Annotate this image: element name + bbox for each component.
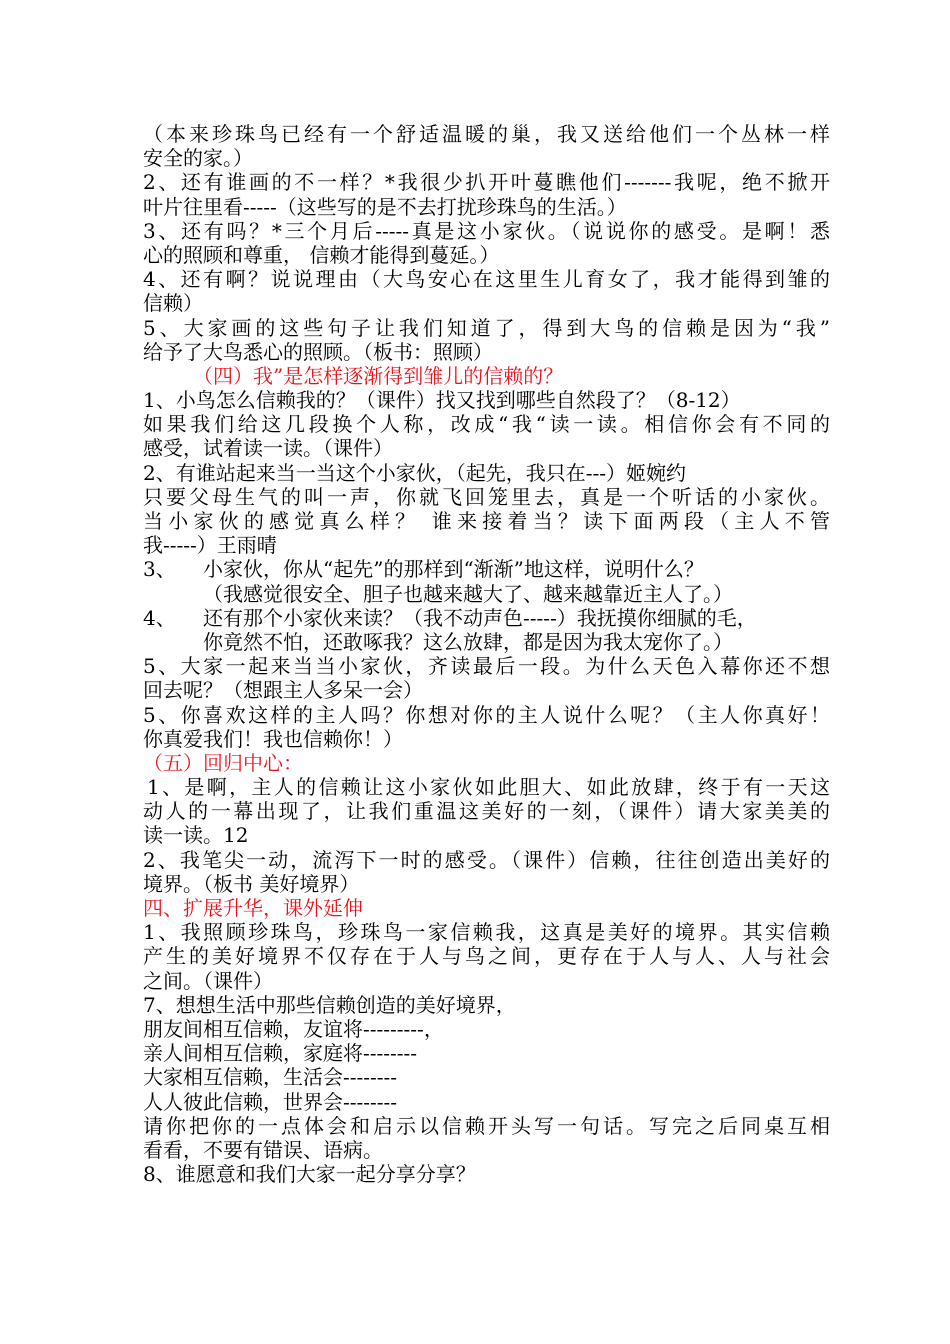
item-text: 还有那个小家伙来读？（我不动声色-----）我抚摸你细腻的毛， bbox=[203, 605, 757, 630]
text-line: 1、是啊，主人的信赖让这小家伙如此胆大、如此放肆，终于有一天这 bbox=[147, 775, 830, 800]
text-line: 安全的家。） bbox=[143, 146, 253, 171]
text-line: 之间。（课件） bbox=[143, 968, 273, 993]
text-line: 2、有谁站起来当一当这个小家伙，（起先，我只在---）姬婉约 bbox=[143, 460, 686, 485]
text-line: 3、还有吗？*三个月后-----真是这小家伙。（说说你的感受。是啊！悉 bbox=[143, 218, 830, 243]
item-text: 小家伙，你从“起先”的那样到“渐渐”地这样，说明什么？ bbox=[203, 557, 704, 582]
text-line: 人人彼此信赖，世界会-------- bbox=[143, 1089, 398, 1114]
text-line: 如果我们给这几段换个人称，改成“我“读一读。相信你会有不同的 bbox=[143, 412, 830, 437]
text-line: 我-----）王雨晴 bbox=[143, 533, 277, 558]
text-line: 给予了大鸟悉心的照顾。（板书：照顾） bbox=[143, 339, 493, 364]
section-heading-four: （四）我”是怎样逐渐得到雏儿的信赖的？ bbox=[193, 363, 564, 388]
text-line: （本来珍珠鸟已经有一个舒适温暖的巢，我又送给他们一个丛林一样 bbox=[143, 122, 830, 146]
text-line: 你真爱我们！我也信赖你！） bbox=[143, 726, 403, 751]
text-line: 5、你喜欢这样的主人吗？你想对你的主人说什么呢？（主人你真好！ bbox=[143, 702, 830, 727]
text-line: 4、还有啊？说说理由（大鸟安心在这里生儿育女了，我才能得到雏的 bbox=[143, 267, 830, 292]
text-line: 5、大家画的这些句子让我们知道了，得到大鸟的信赖是因为“我” bbox=[143, 315, 830, 340]
section-heading-five: （五）回归中心： bbox=[143, 750, 303, 775]
text-line: 8、谁愿意和我们大家一起分享分享？ bbox=[143, 1162, 476, 1187]
text-line: 请你把你的一点体会和启示以信赖开头写一句话。写完之后同桌互相 bbox=[143, 1113, 830, 1138]
text-line: 境界。（板书 美好境界） bbox=[143, 871, 360, 896]
text-line: 当小家伙的感觉真么样？ 谁来接着当？读下面两段（主人不管 bbox=[143, 509, 830, 533]
text-line: 动人的一幕出现了，让我们重温这美好的一刻，（课件）请大家美美的 bbox=[143, 799, 830, 824]
text-line: 7、想想生活中那些信赖创造的美好境界， bbox=[143, 992, 516, 1017]
section-heading-expand: 四、扩展升华，课外延伸 bbox=[143, 896, 363, 920]
numbered-item bbox=[143, 557, 830, 581]
text-line: 回去呢？（想跟主人多呆一会） bbox=[143, 678, 423, 703]
text-line: 产生的美好境界不仅存在于人与鸟之间，更存在于人与人、人与社会 bbox=[143, 944, 830, 969]
text-line: 心的照顾和尊重， 信赖才能得到蔓延。） bbox=[143, 242, 500, 267]
text-line: 只要父母生气的叫一声，你就飞回笼里去，真是一个听话的小家伙。 bbox=[143, 484, 830, 509]
text-line: 读一读。12 bbox=[143, 823, 249, 848]
text-line: 1、小鸟怎么信赖我的？（课件）找又找到哪些自然段了？（8-12） bbox=[143, 388, 741, 413]
text-line: 信赖） bbox=[143, 291, 203, 316]
text-line: 看看，不要有错误、语病。 bbox=[143, 1137, 383, 1162]
text-line: 1、我照顾珍珠鸟，珍珠鸟一家信赖我，这真是美好的境界。其实信赖 bbox=[143, 920, 830, 945]
item-number: 3、 bbox=[143, 557, 176, 582]
numbered-item bbox=[143, 606, 830, 630]
text-line: 大家相互信赖，生活会-------- bbox=[143, 1065, 398, 1090]
text-line: 你竟然不怕，还敢啄我？这么放肆，都是因为我太宠你了。） bbox=[203, 629, 733, 654]
text-line: 朋友间相互信赖，友谊将---------， bbox=[143, 1016, 444, 1041]
text-line: 2、我笔尖一动，流泻下一时的感受。（课件）信赖，往往创造出美好的 bbox=[143, 847, 830, 872]
text-line: 5、大家一起来当当小家伙，齐读最后一段。为什么天色入幕你还不想 bbox=[143, 654, 830, 679]
text-line: 感受，试着读一读。（课件） bbox=[143, 436, 393, 461]
text-line: 2、还有谁画的不一样？*我很少扒开叶蔓瞧他们-------我呢，绝不掀开 bbox=[143, 170, 830, 195]
text-line: （我感觉很安全、胆子也越来越大了、越来越靠近主人了。） bbox=[203, 581, 733, 606]
item-number: 4、 bbox=[143, 605, 176, 630]
text-line: 叶片往里看-----（这些写的是不去打扰珍珠鸟的生活。） bbox=[143, 194, 627, 219]
text-line: 亲人间相互信赖，家庭将-------- bbox=[143, 1041, 418, 1066]
